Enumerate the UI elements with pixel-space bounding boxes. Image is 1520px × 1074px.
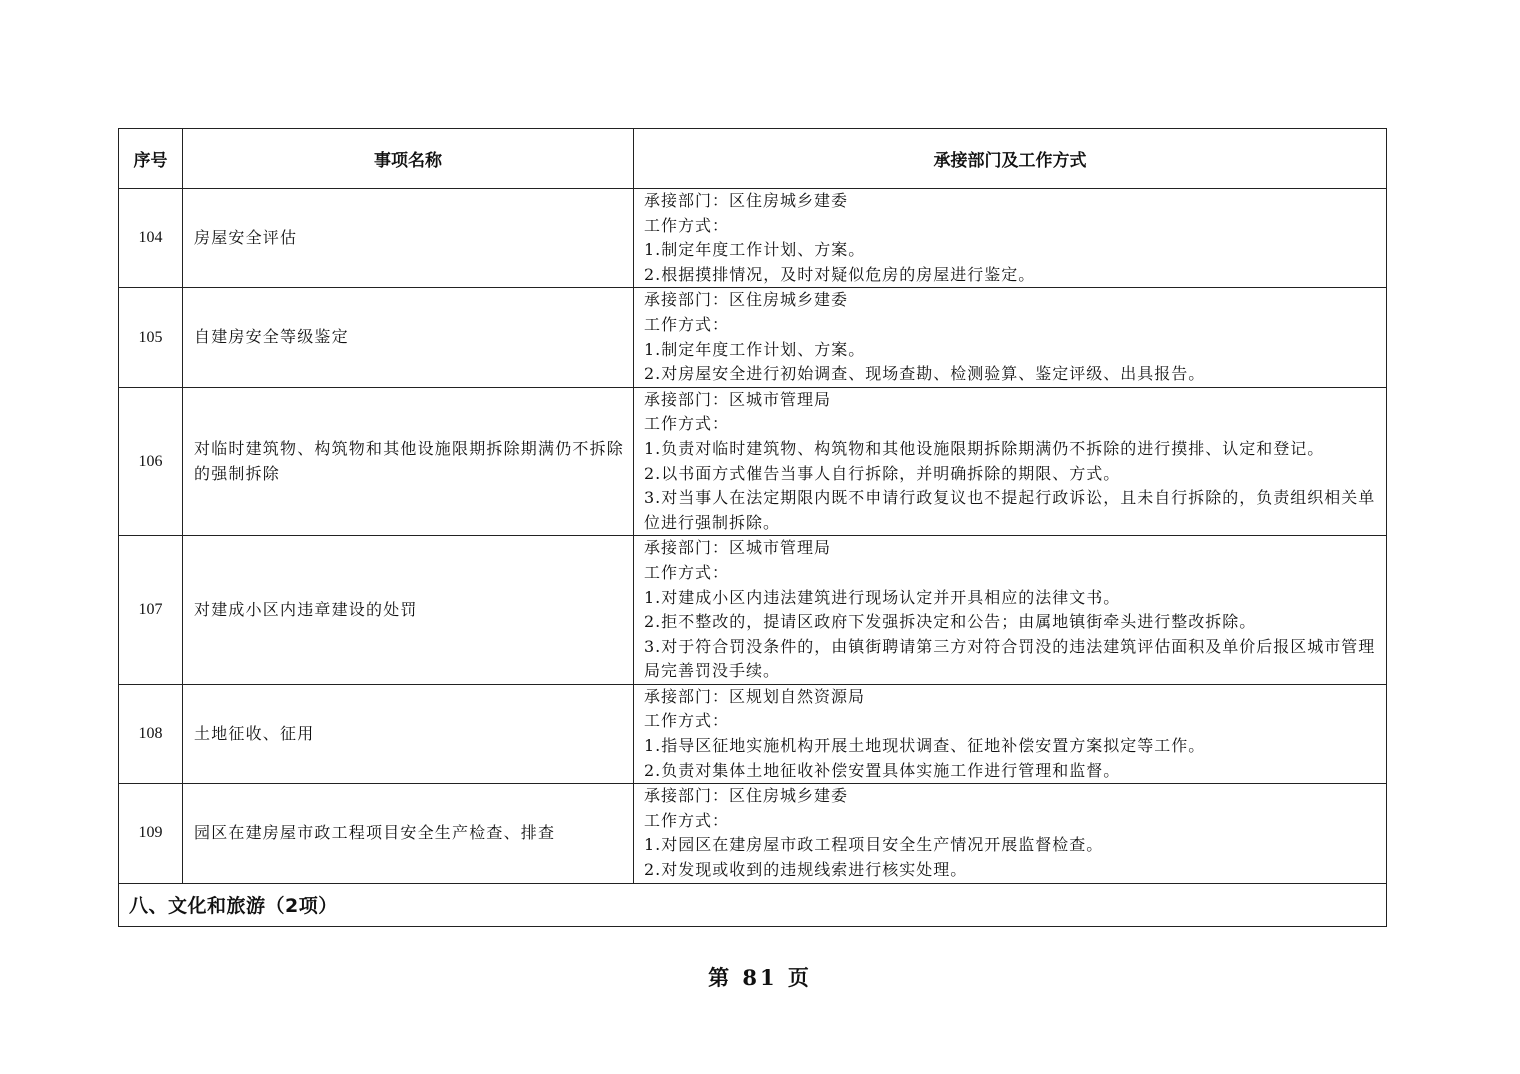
matter-name: 园区在建房屋市政工程项目安全生产检查、排查 xyxy=(183,784,634,883)
method-item: 3.对当事人在法定期限内既不申请行政复议也不提起行政诉讼，且未自行拆除的，负责组织相关单位进行强制拆除。 xyxy=(644,488,1376,532)
header-department-method: 承接部门及工作方式 xyxy=(634,129,1387,189)
header-serial-number: 序号 xyxy=(119,129,183,189)
method-item: 2.对房屋安全进行初始调查、现场查勘、检测验算、鉴定评级、出具报告。 xyxy=(644,364,1206,384)
method-item: 3.对于符合罚没条件的，由镇街聘请第三方对符合罚没的违法建筑评估面积及单价后报区城市管理局完善罚没手续。 xyxy=(644,636,1376,681)
department-method xyxy=(634,536,1387,685)
matter-name: 房屋安全评估 xyxy=(183,189,634,288)
method-item: 2.以书面方式催告当事人自行拆除，并明确拆除的期限、方式。 xyxy=(644,463,1121,483)
method-item: 2.负责对集体土地征收补偿安置具体实施工作进行管理和监督。 xyxy=(644,760,1121,780)
matters-table xyxy=(118,128,1387,927)
header-matter-name: 事项名称 xyxy=(183,129,634,189)
department-method xyxy=(634,189,1387,288)
method-item: 1.制定年度工作计划、方案。 xyxy=(644,240,866,260)
department-line: 承接部门：区住房城乡建委 xyxy=(644,290,849,310)
department-method xyxy=(634,684,1387,783)
method-label: 工作方式： xyxy=(644,215,730,235)
department-line: 承接部门：区城市管理局 xyxy=(644,389,832,409)
method-item: 1.制定年度工作计划、方案。 xyxy=(644,339,866,359)
method-item: 1.指导区征地实施机构开展土地现状调查、征地补偿安置方案拟定等工作。 xyxy=(644,736,1206,756)
method-label: 工作方式： xyxy=(644,810,730,830)
row-number: 109 xyxy=(119,784,183,883)
method-label: 工作方式： xyxy=(644,562,730,582)
department-line: 承接部门：区住房城乡建委 xyxy=(644,191,849,210)
table-header-row xyxy=(119,129,1387,189)
method-label: 工作方式： xyxy=(644,314,730,334)
matter-name: 土地征收、征用 xyxy=(183,684,634,783)
method-label: 工作方式： xyxy=(644,711,730,731)
department-line: 承接部门：区住房城乡建委 xyxy=(644,786,849,806)
row-number: 108 xyxy=(119,684,183,783)
page-number: 第 81 页 xyxy=(708,965,812,990)
method-item: 2.对发现或收到的违规线索进行核实处理。 xyxy=(644,860,968,880)
row-number: 106 xyxy=(119,387,183,536)
table-row xyxy=(119,684,1387,783)
table-row xyxy=(119,288,1387,387)
table-row xyxy=(119,387,1387,536)
row-number: 104 xyxy=(119,189,183,288)
table-row xyxy=(119,536,1387,685)
matter-name: 对建成小区内违章建设的处罚 xyxy=(183,536,634,685)
department-line: 承接部门：区规划自然资源局 xyxy=(644,686,866,706)
method-item: 1.对园区在建房屋市政工程项目安全生产情况开展监督检查。 xyxy=(644,835,1104,855)
table-row xyxy=(119,784,1387,883)
department-method xyxy=(634,784,1387,883)
department-line: 承接部门：区城市管理局 xyxy=(644,538,832,558)
row-number: 107 xyxy=(119,536,183,685)
section-heading: 八、文化和旅游（2项） xyxy=(119,883,1387,926)
row-number: 105 xyxy=(119,288,183,387)
method-item: 1.对建成小区内违法建筑进行现场认定并开具相应的法律文书。 xyxy=(644,587,1121,607)
method-item: 1.负责对临时建筑物、构筑物和其他设施限期拆除期满仍不拆除的进行摸排、认定和登记。 xyxy=(644,438,1325,458)
department-method xyxy=(634,288,1387,387)
matter-name: 对临时建筑物、构筑物和其他设施限期拆除期满仍不拆除的强制拆除 xyxy=(183,387,634,536)
table-row xyxy=(119,189,1387,288)
method-item: 2.根据摸排情况，及时对疑似危房的房屋进行鉴定。 xyxy=(644,264,1036,284)
method-label: 工作方式： xyxy=(644,414,730,434)
department-method xyxy=(634,387,1387,536)
matter-name: 自建房安全等级鉴定 xyxy=(183,288,634,387)
method-item: 2.拒不整改的，提请区政府下发强拆决定和公告；由属地镇街牵头进行整改拆除。 xyxy=(644,612,1257,632)
section-heading-row xyxy=(119,883,1387,926)
